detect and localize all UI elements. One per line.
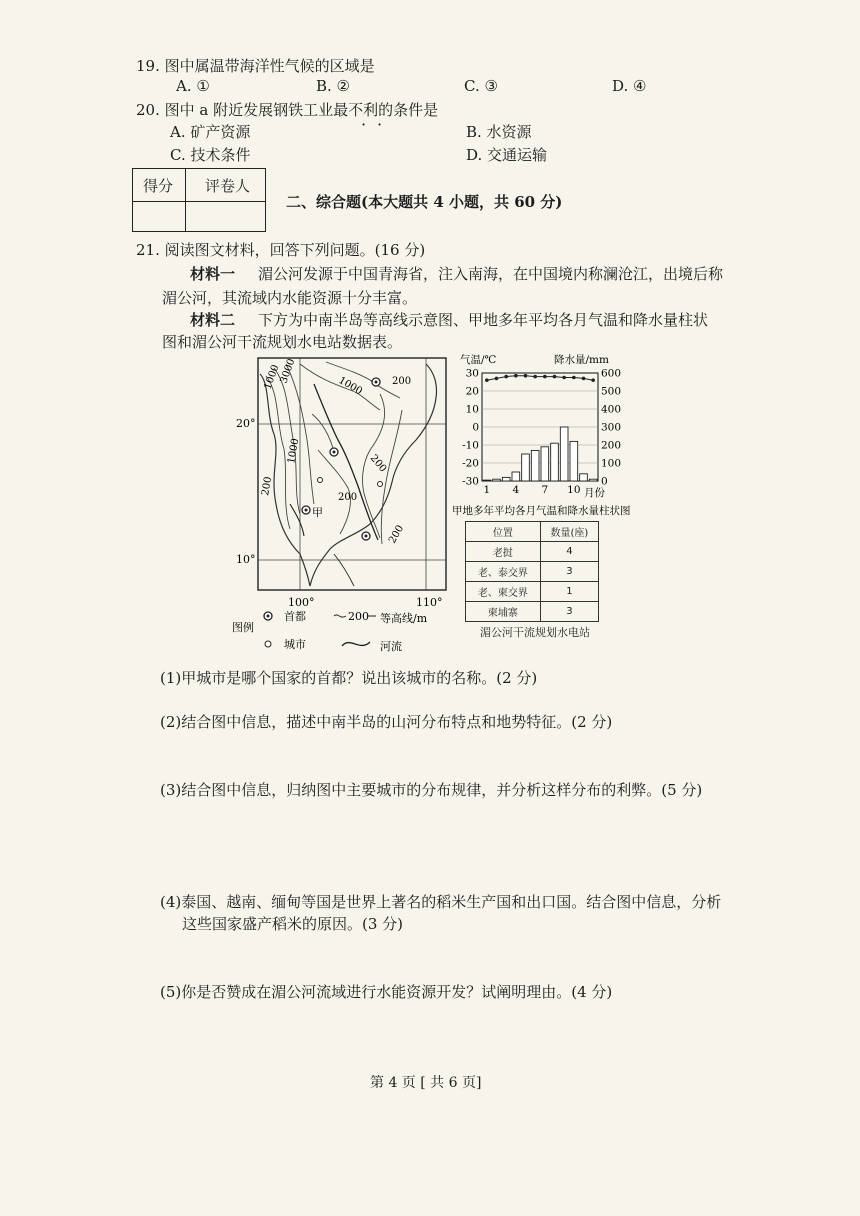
table-cell: 3 (540, 562, 598, 582)
subquestion-1: (1)甲城市是哪个国家的首都？说出该城市的名称。(2 分) (160, 669, 538, 687)
table-cell: 4 (540, 542, 598, 562)
temperature-point (562, 376, 566, 380)
score-label: 得分 (143, 177, 174, 195)
temperature-point (504, 375, 508, 379)
precip-bar (531, 450, 539, 481)
precip-bar (560, 427, 568, 481)
city-jia-label: 甲 (312, 506, 323, 519)
legend-contour-value: 200 (348, 610, 369, 623)
table-row (466, 562, 599, 582)
precip-bar (483, 480, 491, 481)
subquestion-4: (4)泰国、越南、缅甸等国是世界上著名的稻米生产国和出口国。结合图中信息，分析 (160, 893, 722, 911)
x-tick: 7 (541, 484, 549, 496)
contour-label: 1000 (286, 437, 302, 465)
precip-bar (551, 443, 559, 481)
legend-city: 城市 (284, 638, 306, 651)
y-left-tick: 20 (465, 385, 479, 398)
q20-option-b: B. 水资源 (466, 123, 532, 141)
table-cell: 老挝 (466, 542, 541, 562)
y-left-tick: -20 (462, 457, 479, 470)
legend-contour-icon (334, 615, 346, 617)
precip-bar (493, 479, 501, 481)
table-caption: 湄公河干流规划水电站 (480, 626, 590, 639)
lat-label-20: 20° (236, 417, 256, 430)
x-tick: 10 (567, 484, 581, 496)
y-right-tick: 600 (601, 367, 622, 380)
q20-option-d: D. 交通运输 (466, 146, 548, 164)
temperature-point (514, 374, 518, 378)
temperature-point (582, 377, 586, 381)
q19-option-a: A. ① (176, 77, 210, 95)
precip-bar (589, 479, 597, 481)
y-left-tick: 30 (465, 367, 479, 380)
temperature-point (495, 377, 499, 381)
y-left-tick: 10 (465, 403, 479, 416)
temperature-point (524, 374, 528, 378)
chart-title: 甲地多年平均各月气温和降水量柱状图 (452, 505, 631, 517)
subquestion-4-cont: 这些国家盛产稻米的原因。(3 分) (182, 915, 404, 933)
temperature-point (543, 375, 547, 379)
q20-option-a: A. 矿产资源 (170, 123, 251, 141)
table-cell: 1 (540, 582, 598, 602)
material2-line1: 下方为中南半岛等高线示意图、甲地多年平均各月气温和降水量柱状 (258, 311, 709, 329)
lon-label-100: 100° (288, 596, 315, 609)
subquestion-5: (5)你是否赞成在湄公河流域进行水能资源开发？试阐明理由。(4 分) (160, 983, 613, 1001)
y-left-axis-label: 气温/℃ (460, 354, 497, 366)
contour-label: 200 (260, 475, 275, 497)
lat-label-10: 10° (236, 553, 256, 566)
section-title: 二、综合题(本大题共 4 小题，共 60 分) (286, 193, 563, 211)
table-row (466, 602, 599, 622)
precip-bar (512, 472, 520, 481)
q19-stem: 19. 图中属温带海洋性气候的区域是 (136, 57, 375, 75)
climate-chart (450, 352, 680, 518)
y-right-tick: 200 (601, 439, 622, 452)
contour-label: 1000 (336, 375, 365, 398)
x-tick: 4 (512, 484, 520, 496)
subquestion-3: (3)结合图中信息，归纳图中主要城市的分布规律，并分析这样分布的利弊。(5 分) (160, 781, 703, 799)
contour-label: 1000 (262, 363, 282, 392)
y-right-tick: 0 (601, 475, 608, 488)
legend-city-icon (265, 641, 271, 647)
y-left-tick: -10 (462, 439, 479, 452)
y-right-tick: 500 (601, 385, 622, 398)
table-cell: 老、柬交界 (466, 582, 541, 602)
y-right-axis-label: 降水量/mm (554, 354, 609, 366)
legend-river-icon (342, 642, 370, 646)
legend-contour: 等高线/m (380, 612, 428, 625)
contour-label: 200 (338, 492, 358, 503)
contour-label: 200 (392, 376, 412, 387)
legend-capital: 首都 (284, 610, 306, 623)
temperature-point (572, 376, 576, 380)
y-left-tick: -30 (462, 475, 479, 488)
x-axis-label: 月份 (584, 487, 605, 499)
q19-option-c: C. ③ (464, 77, 498, 95)
subquestion-2: (2)结合图中信息，描述中南半岛的山河分布特点和地势特征。(2 分) (160, 713, 613, 731)
temperature-line (487, 376, 593, 381)
x-tick: 1 (483, 484, 491, 496)
emphasis-dot: · (361, 115, 367, 134)
legend-river: 河流 (380, 640, 402, 653)
indochina-contour-map (230, 354, 450, 659)
q20-stem: 20. 图中 a 附近发展钢铁工业最不利的条件是 (136, 101, 439, 119)
y-right-tick: 100 (601, 457, 622, 470)
y-right-tick: 300 (601, 421, 622, 434)
table-header: 数量(座) (540, 522, 598, 542)
temperature-point (591, 378, 595, 382)
precip-bar (570, 441, 578, 481)
q20-option-c: C. 技术条件 (170, 146, 251, 164)
contour-label: 200 (387, 523, 407, 546)
emphasis-dot: · (377, 115, 383, 134)
precip-bar (502, 477, 510, 481)
material2-label: 材料二 (190, 311, 236, 329)
precip-bar (522, 454, 530, 481)
q19-option-b: B. ② (316, 77, 351, 95)
material1-line2: 湄公河，其流域内水能资源十分丰富。 (162, 289, 418, 307)
q21-stem: 21. 阅读图文材料，回答下列问题。(16 分) (136, 241, 426, 259)
table-header: 位置 (466, 522, 541, 542)
material1-line1: 湄公河发源于中国青海省，注入南海，在中国境内称澜沧江，出境后称 (258, 265, 724, 283)
lon-label-110: 110° (416, 596, 443, 609)
q19-option-d: D. ④ (612, 77, 647, 95)
temperature-point (485, 378, 489, 382)
contour-label: 3000 (278, 357, 298, 386)
contour-label: 200 (367, 452, 389, 475)
table-row (466, 542, 599, 562)
table-row (466, 582, 599, 602)
temperature-point (553, 375, 557, 379)
precip-bar (541, 447, 549, 481)
material1-label: 材料一 (190, 265, 236, 283)
score-box (132, 168, 266, 232)
table-cell: 柬埔寨 (466, 602, 541, 622)
precip-bar (580, 474, 588, 481)
material2-line2: 图和湄公河干流规划水电站数据表。 (162, 333, 403, 351)
y-right-tick: 400 (601, 403, 622, 416)
legend-title: 图例 (232, 621, 254, 634)
temperature-point (533, 375, 537, 379)
y-left-tick: 0 (472, 421, 479, 434)
page-footer: 第 4 页 [ 共 6 页] (370, 1075, 482, 1091)
table-cell: 老、泰交界 (466, 562, 541, 582)
table-cell: 3 (540, 602, 598, 622)
grader-label: 评卷人 (205, 177, 251, 195)
hydro-station-table (465, 521, 599, 622)
